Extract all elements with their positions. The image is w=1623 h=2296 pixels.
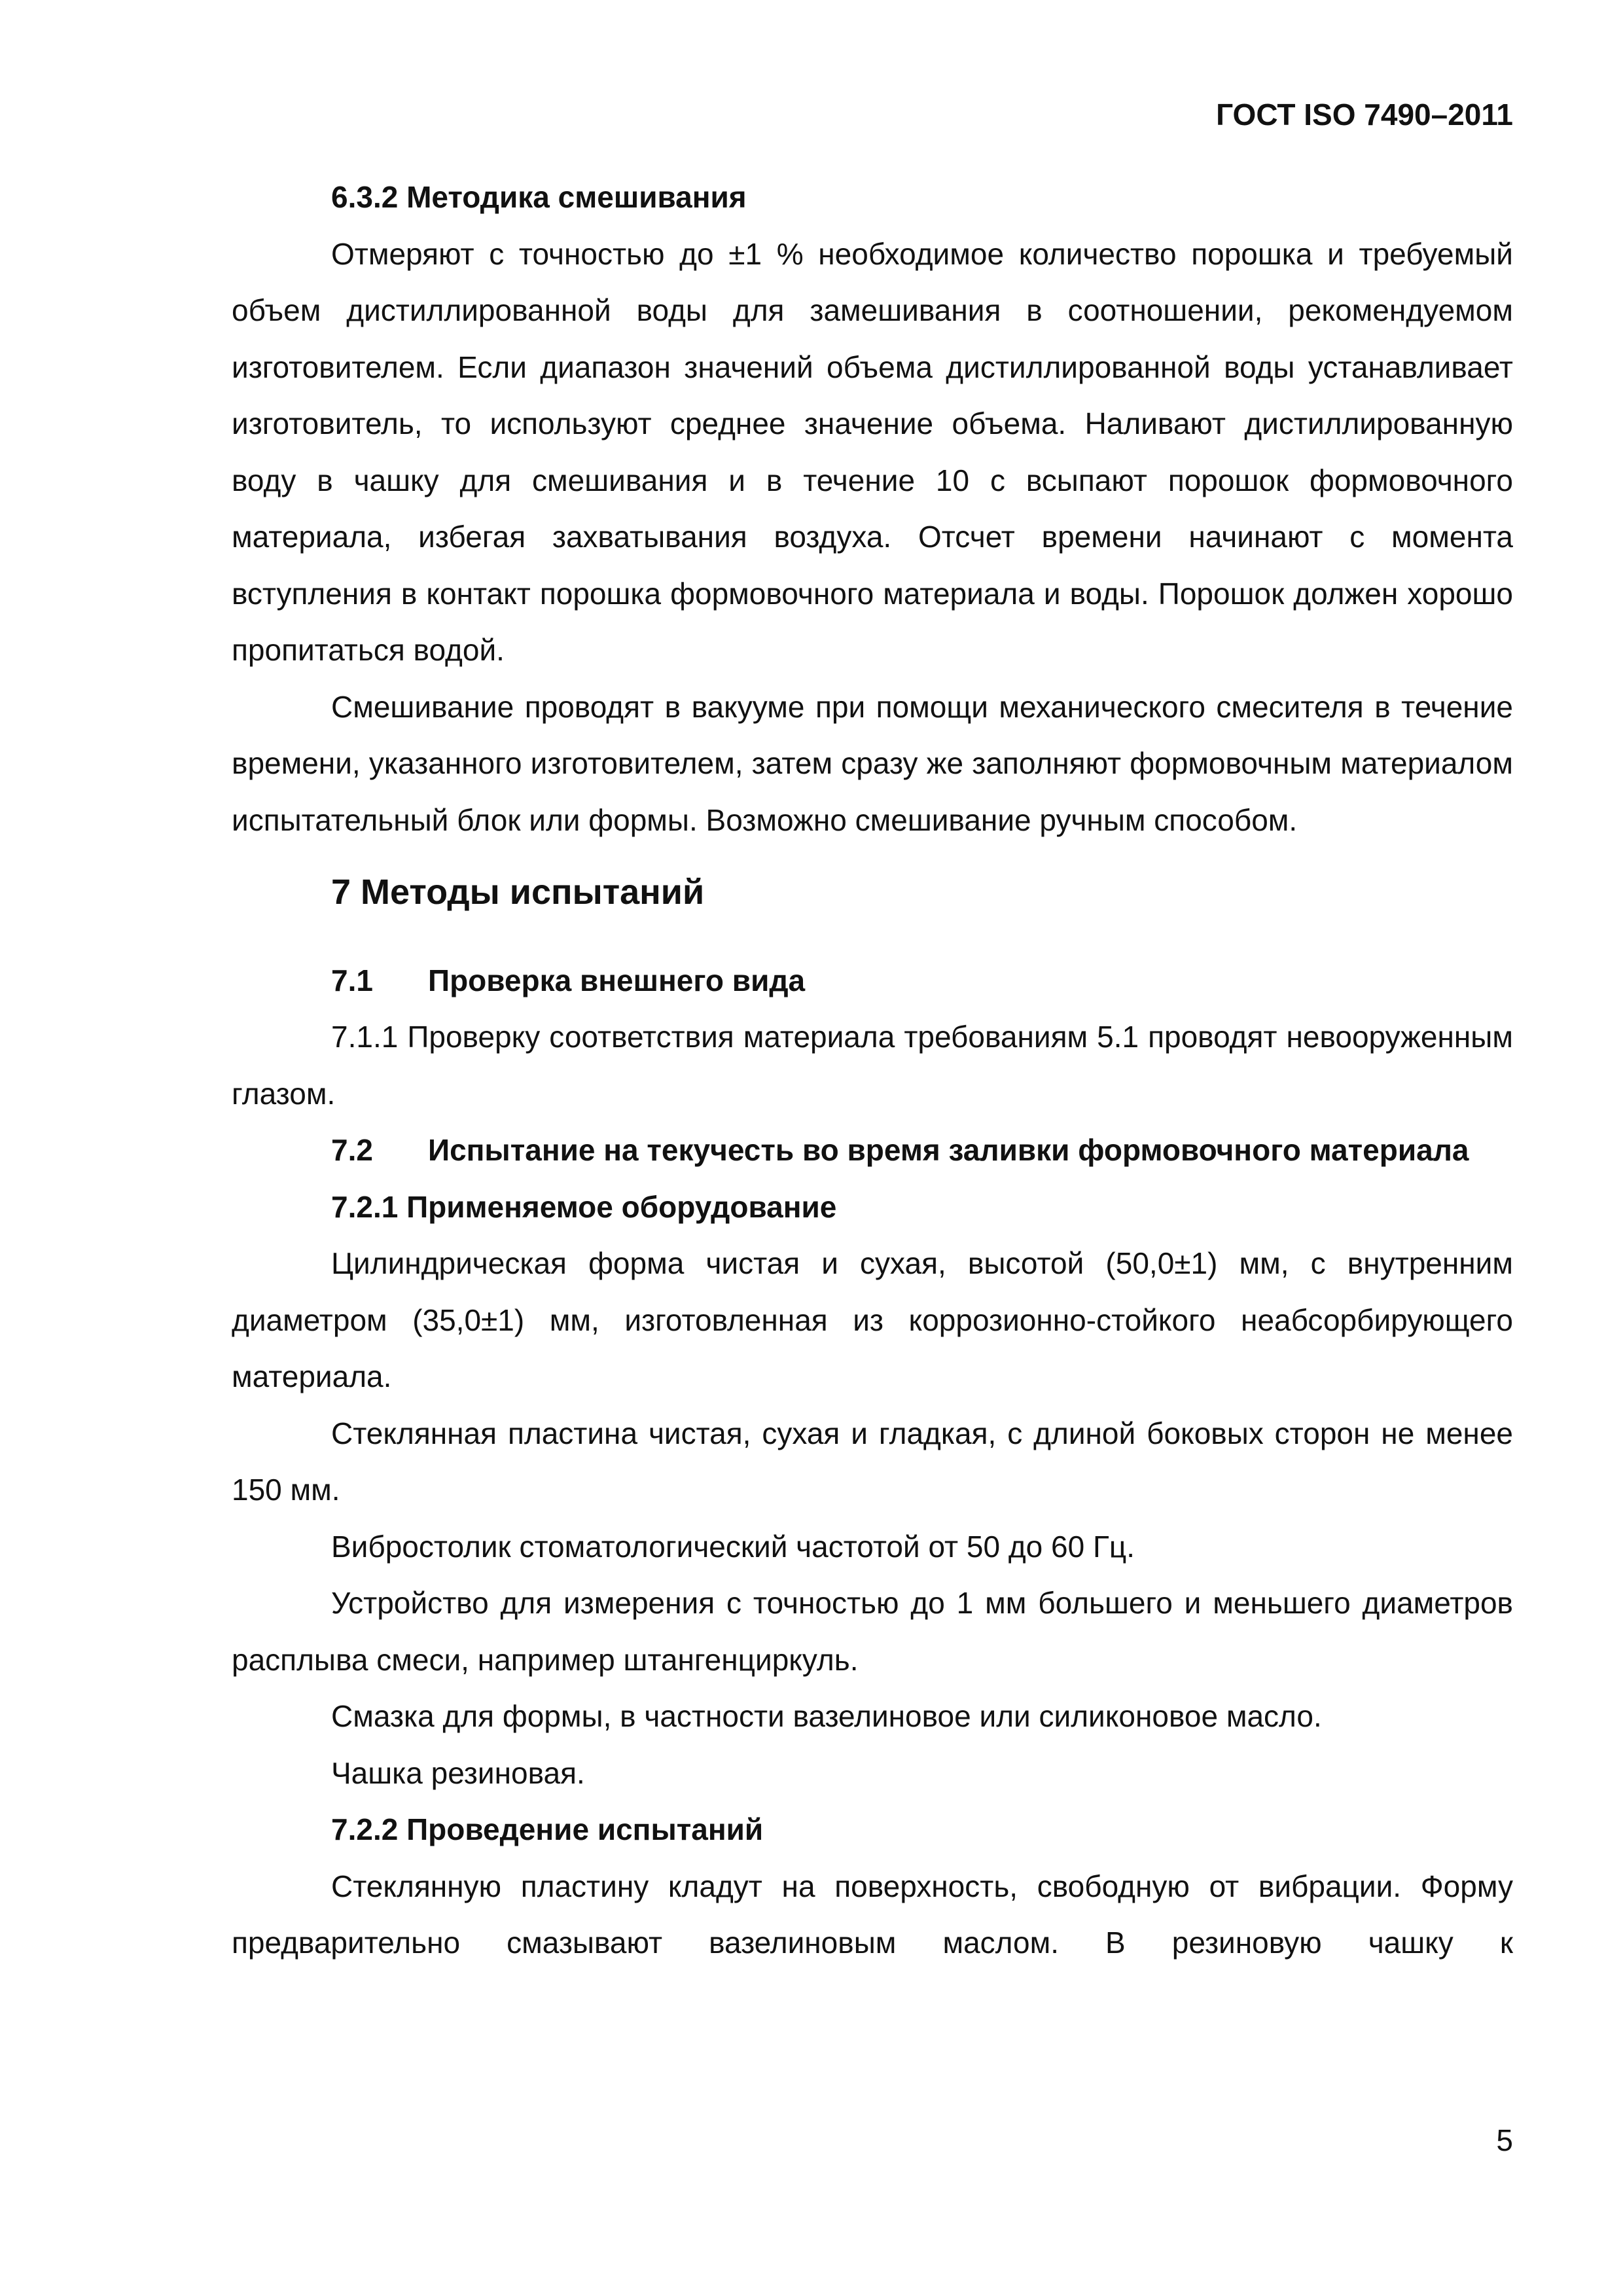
section-heading-7-1 <box>232 952 1513 1009</box>
paragraph-7-1-1: 7.1.1 Проверку соответствия материала требованиям 5.1 проводят невооруженным глазом. <box>232 1020 1513 1111</box>
equipment-item: Стеклянная пластина чистая, сухая и гладкая, с длиной боковых сторон не менее 150 мм. <box>232 1416 1513 1507</box>
section-number-7-1: 7.1 <box>331 963 373 997</box>
section-title-7-2: Испытание на текучесть во время заливки формовочного материала <box>428 1133 1469 1167</box>
section-number-7-2: 7.2 <box>331 1133 373 1167</box>
document-code-header: ГОСТ ISO 7490–2011 <box>1216 98 1513 132</box>
equipment-item: Смазка для формы, в частности вазелиновое или силиконовое масло. <box>331 1699 1322 1733</box>
page-number: 5 <box>1496 2123 1513 2157</box>
paragraph-mixing-2: Смешивание проводят в вакууме при помощи механического смесителя в течение времени, указанного изготовителем, затем сразу же заполняют формовочным материалом испытательный блок или формы. Возможно смешивание ручным способом. <box>232 689 1513 837</box>
section-heading-7-2-1: 7.2.1 Применяемое оборудование <box>331 1189 837 1224</box>
equipment-item: Чашка резиновая. <box>331 1755 585 1790</box>
paragraph-7-2-2: Стеклянную пластину кладут на поверхность, свободную от вибрации. Форму предварительно смазывают вазелиновым маслом. В резиновую чашку к <box>232 1869 1513 1960</box>
section-heading-7-2 <box>232 1122 1513 1179</box>
equipment-item: Вибростолик стоматологический частотой от 50 до 60 Гц. <box>331 1529 1135 1564</box>
paragraph-mixing-1: Отмеряют с точностью до ±1 % необходимое количество порошка и требуемый объем дистиллированной воды для замешивания в соотношении, рекомендуемом изготовителем. Если диапазон значений объема дистиллированной воды устанавливает изготовитель, то используют среднее значение объема. Наливают дистиллированную воду в чашку для смешивания и в течение 10 с всыпают порошок формовочного материала, избегая захватывания воздуха. Отсчет времени начинают с момента вступления в контакт порошка формовочного материала и воды. Порошок должен хорошо пропитаться водой. <box>232 236 1513 667</box>
equipment-item: Устройство для измерения с точностью до 1 мм большего и меньшего диаметров расплыва смеси, например штангенциркуль. <box>232 1586 1513 1677</box>
section-title-7: 7 Методы испытаний <box>331 872 705 912</box>
equipment-item: Цилиндрическая форма чистая и сухая, высотой (50,0±1) мм, с внутренним диаметром (35,0±1) мм, изготовленная из коррозионно-стойкого неабсорбирующего материала. <box>232 1246 1513 1393</box>
section-heading-6-3-2: 6.3.2 Методика смешивания <box>331 180 747 214</box>
section-heading-7-2-2: 7.2.2 Проведение испытаний <box>331 1812 764 1846</box>
page-content <box>232 169 1513 1971</box>
section-title-7-1: Проверка внешнего вида <box>428 963 806 997</box>
